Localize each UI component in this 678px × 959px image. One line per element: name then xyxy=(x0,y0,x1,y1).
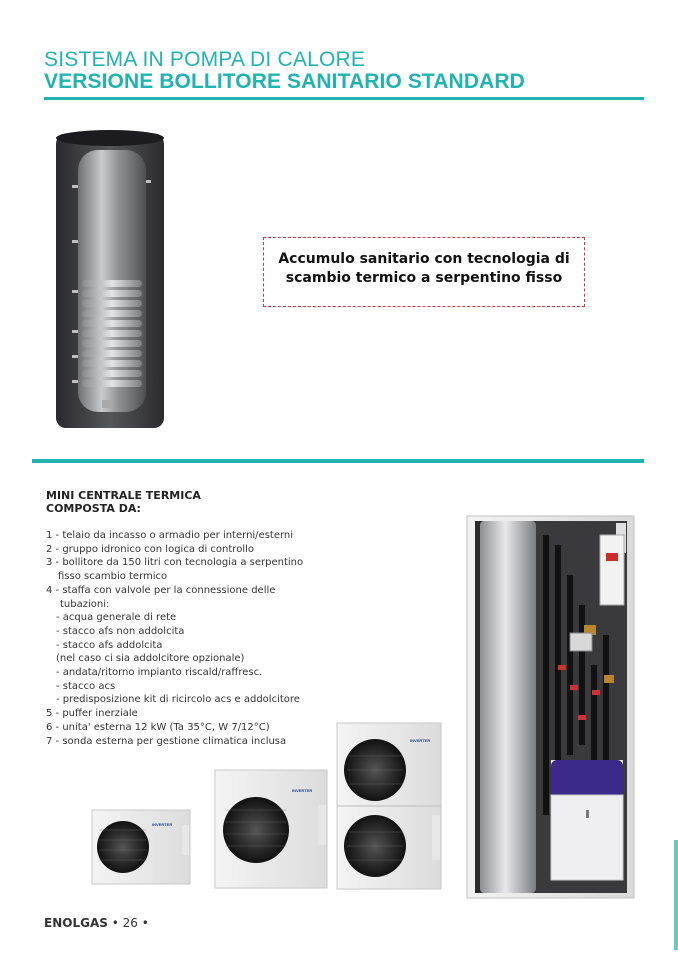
list-item: - predisposizione kit di ricircolo acs e addolcitore xyxy=(56,694,300,706)
outdoor-unit-medium xyxy=(215,770,327,888)
list-item: 6 - unita' esterna 12 kW (Ta 35°C, W 7/12°C) xyxy=(46,721,270,733)
list-item: 7 - sonda esterna per gestione climatica inclusa xyxy=(46,735,287,747)
outdoor-unit-large xyxy=(337,723,441,889)
brand-label: INVERTER xyxy=(410,738,431,743)
list-item: 1 - telaio da incasso o armadio per interni/esterni xyxy=(46,530,294,541)
list-item: (nel caso ci sia addolcitore opzionale) xyxy=(56,653,245,665)
title-line-1: SISTEMA IN POMPA DI CALORE xyxy=(44,48,366,71)
footer xyxy=(44,916,149,930)
list-item: - stacco acs xyxy=(56,680,116,692)
feature-callout xyxy=(263,237,585,307)
brand-label: INVERTER xyxy=(152,822,173,827)
title-line-2: VERSIONE BOLLITORE SANITARIO STANDARD xyxy=(44,70,525,93)
mini-centrale-heading xyxy=(46,489,201,515)
footer-bullet: • xyxy=(111,916,119,930)
page-edge-accent xyxy=(674,840,678,950)
header-rule xyxy=(44,97,644,100)
page-number: 26 xyxy=(122,916,138,930)
list-item: - stacco afs addolcita xyxy=(56,639,163,651)
brand-label: INVERTER xyxy=(292,788,313,793)
list-item: tubazioni: xyxy=(60,598,110,610)
outdoor-units-image xyxy=(90,720,460,895)
list-item: 5 - puffer inerziale xyxy=(46,708,138,720)
callout-line-2: scambio termico a serpentino fisso xyxy=(285,270,563,286)
heading-line-1: MINI CENTRALE TERMICA xyxy=(46,489,201,502)
mini-centrale-cabinet-image xyxy=(466,515,636,900)
list-item: - andata/ritorno impianto riscald/raffresc. xyxy=(56,667,263,679)
footer-brand: ENOLGAS xyxy=(44,916,108,930)
coil-group xyxy=(82,280,142,387)
list-item: 3 - bollitore da 150 litri con tecnologia a serpentino xyxy=(46,557,304,569)
water-heater-tank-image xyxy=(54,130,174,430)
list-item: - acqua generale di rete xyxy=(56,612,177,624)
heading-line-2: COMPOSTA DA: xyxy=(46,502,141,515)
section-rule xyxy=(32,459,644,463)
component-list xyxy=(46,529,303,748)
list-item: 4 - staffa con valvole per la connessione delle xyxy=(46,584,276,596)
footer-bullet: • xyxy=(141,916,149,930)
outdoor-unit-small xyxy=(92,810,190,884)
list-item: 2 - gruppo idronico con logica di controllo xyxy=(46,543,254,555)
callout-line-1: Accumulo sanitario con tecnologia di xyxy=(278,251,570,267)
list-item: - stacco afs non addolcita xyxy=(56,625,185,637)
list-item: fisso scambio termico xyxy=(58,571,168,583)
